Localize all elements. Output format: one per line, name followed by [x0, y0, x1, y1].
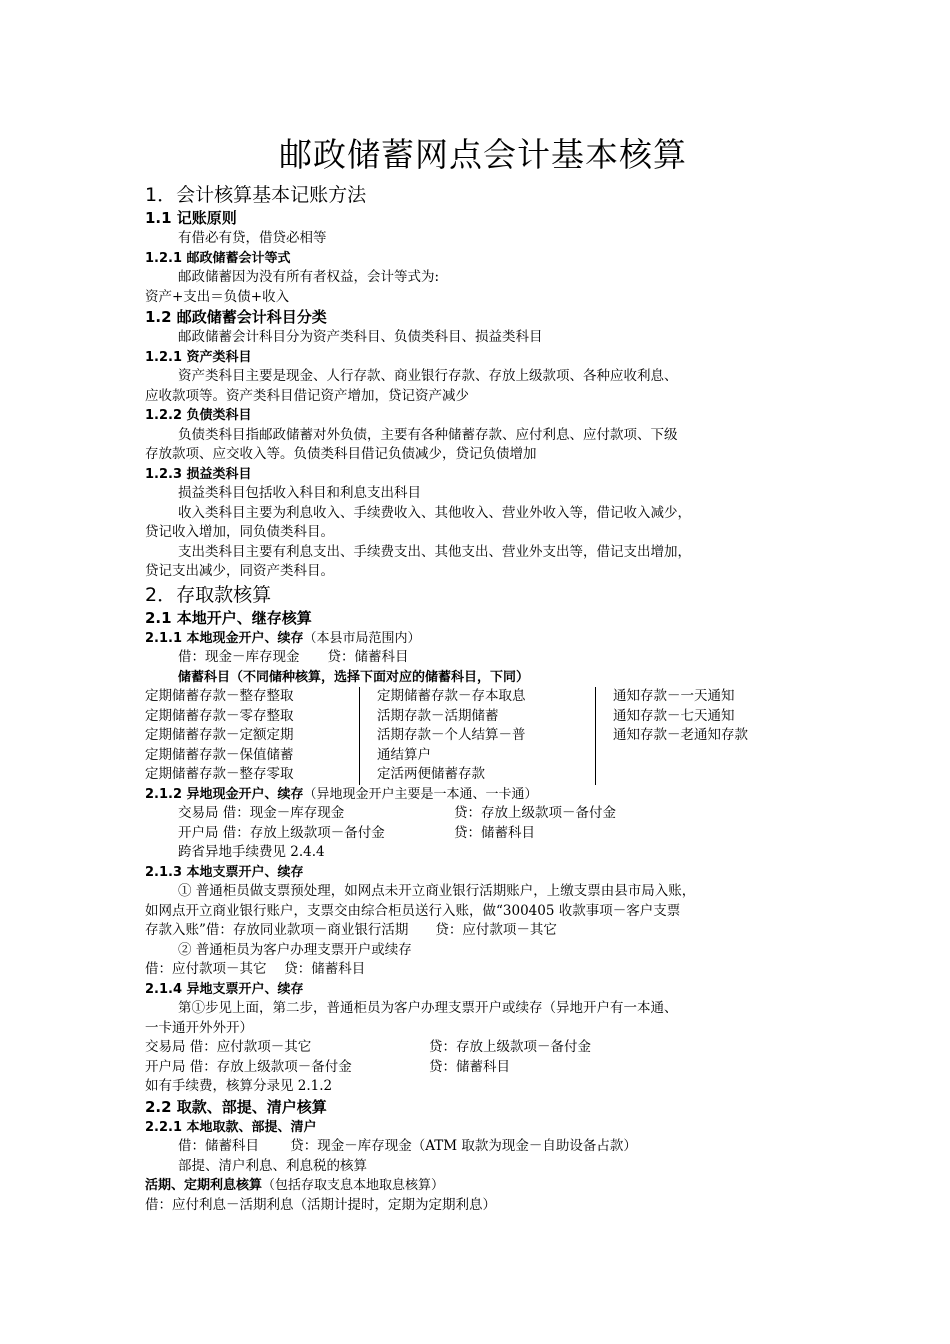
account-cell	[613, 746, 748, 766]
account-cell: 活期存款－活期储蓄	[377, 707, 499, 724]
account-cell: 通知存款－老通知存款	[613, 727, 748, 743]
entry-line	[145, 824, 821, 844]
debit-entry: 交易局 借：应付款项－其它	[145, 1039, 312, 1055]
credit-entry: 贷：储蓄科目	[429, 1058, 510, 1075]
heading-2-2: 2.2 取款、部提、清户核算	[145, 1097, 327, 1116]
account-cell: 定期储蓄存款－整存零取	[145, 766, 294, 782]
paragraph: 损益类科目包括收入科目和利息支出科目	[178, 485, 421, 501]
entry-line	[145, 1038, 821, 1058]
interest-heading	[145, 1176, 821, 1196]
heading-1-2: 1.2 邮政储蓄会计科目分类	[145, 308, 327, 326]
paragraph: 如有手续费，核算分录见 2.1.2	[145, 1078, 333, 1094]
document-title: 邮政储蓄网点会计基本核算	[279, 135, 687, 174]
paragraph: 贷记收入增加，同负债类科目。	[145, 524, 334, 540]
heading-1-2-1-assets: 1.2.1 资产类科目	[145, 349, 252, 365]
heading-1-2-2: 1.2.2 负债类科目	[145, 408, 252, 423]
paragraph: ② 普通柜员为客户办理支票开户或续存	[178, 941, 412, 958]
heading-text: 2.1.1 本地现金开户、续存	[145, 630, 304, 646]
accounts-heading: 储蓄科目（不同储种核算，选择下面对应的储蓄科目，下同）	[178, 669, 530, 685]
paragraph: 存款入账”借：存放同业款项－商业银行活期 贷：应付款项－其它	[145, 922, 557, 938]
heading-text: 活期、定期利息核算	[145, 1178, 263, 1193]
entry-line	[145, 648, 821, 668]
account-cell: 定期储蓄存款－定额定期	[145, 727, 294, 743]
section-1-heading: 1．会计核算基本记账方法	[145, 184, 367, 206]
account-cell: 定期储蓄存款－零存整取	[145, 707, 294, 724]
heading-2-2-1: 2.2.1 本地取款、部提、清户	[145, 1119, 317, 1135]
account-cell: 活期存款－个人结算－普	[377, 727, 526, 743]
account-cell: 定期储蓄存款－保值储蓄	[145, 746, 294, 763]
paragraph: 负债类科目指邮政储蓄对外负债，主要有各种储蓄存款、应付利息、应付款项、下级	[178, 426, 678, 443]
account-cell: 定期储蓄存款－整存整取	[145, 688, 294, 704]
paragraph: 邮政储蓄会计科目分为资产类科目、负债类科目、损益类科目	[178, 329, 543, 345]
debit-entry: 开户局 借：存放上级款项－备付金	[178, 824, 385, 841]
accounts-column-1	[145, 687, 360, 785]
credit-entry: 贷：储蓄科目	[327, 649, 409, 665]
heading-1-2-3: 1.2.3 损益类科目	[145, 466, 252, 482]
heading-2-1-4: 2.1.4 异地支票开户、续存	[145, 981, 304, 997]
heading-1-1: 1.1 记账原则	[145, 209, 237, 227]
entry-line	[145, 804, 821, 824]
debit-entry: 开户局 借：存放上级款项－备付金	[145, 1058, 352, 1075]
paragraph: 跨省异地手续费见 2.4.4	[178, 844, 325, 860]
paragraph: 有借必有贷，借贷必相等	[178, 230, 327, 246]
accounts-column-3	[596, 687, 748, 785]
account-cell: 定期储蓄存款－存本取息	[377, 688, 526, 704]
heading-note: （异地现金开户主要是一本通、一卡通）	[303, 786, 538, 802]
debit-entry: 借：现金－库存现金	[178, 649, 300, 665]
account-cell	[613, 765, 748, 785]
paragraph: 收入类科目主要为利息收入、手续费收入、其他收入、营业外收入等，借记收入减少，	[178, 504, 691, 521]
paragraph: 部提、清户利息、利息税的核算	[178, 1157, 367, 1174]
paragraph: 借：应付款项－其它 贷：储蓄科目	[145, 961, 366, 977]
heading-note: （本县市局范围内）	[303, 630, 421, 646]
debit-entry: 交易局 借：现金－库存现金	[178, 805, 345, 821]
section-2-heading: 2．存取款核算	[145, 583, 272, 606]
paragraph: 存放款项、应交收入等。负债类科目借记负债减少，贷记负债增加	[145, 446, 537, 462]
paragraph: 贷记支出减少，同资产类科目。	[145, 563, 334, 579]
paragraph: 如网点开立商业银行账户，支票交由综合柜员送行入账，做“300405 收款事项－客户支票	[145, 902, 681, 919]
credit-entry: 贷：存放上级款项－备付金	[454, 805, 616, 821]
paragraph: 资产+支出＝负债+收入	[145, 288, 290, 305]
paragraph: 借：应付利息－活期利息（活期计提时，定期为定期利息）	[145, 1196, 496, 1213]
account-cell: 通知存款－七天通知	[613, 707, 735, 724]
credit-entry: 贷：存放上级款项－备付金	[429, 1039, 591, 1055]
heading-2-1-1	[145, 629, 821, 649]
document-page	[145, 128, 821, 1215]
heading-1-2-1: 1.2.1 邮政储蓄会计等式	[145, 250, 291, 266]
accounts-column-2	[360, 687, 596, 785]
paragraph: 邮政储蓄因为没有所有者权益，会计等式为:	[178, 269, 440, 285]
paragraph: 第①步见上面，第二步，普通柜员为客户办理支票开户或续存（异地开户有一本通、	[178, 1000, 678, 1016]
entry-line	[145, 1058, 821, 1078]
paragraph: 一卡通开外外开）	[145, 1019, 253, 1036]
heading-2-1: 2.1 本地开户、继存核算	[145, 608, 312, 627]
account-cell: 定活两便储蓄存款	[377, 766, 485, 782]
heading-2-1-3: 2.1.3 本地支票开户、续存	[145, 864, 304, 880]
paragraph: 借：储蓄科目 贷：现金－库存现金（ATM 取款为现金－自助设备占款）	[178, 1138, 637, 1154]
credit-entry: 贷：储蓄科目	[454, 824, 535, 841]
heading-text: 2.1.2 异地现金开户、续存	[145, 786, 304, 802]
account-cell: 通结算户	[377, 746, 431, 763]
paragraph: 支出类科目主要有利息支出、手续费支出、其他支出、营业外支出等，借记支出增加，	[178, 543, 691, 560]
account-cell: 通知存款－一天通知	[613, 688, 735, 704]
paragraph: ① 普通柜员做支票预处理，如网点未开立商业银行活期账户，上缴支票由县市局入账，	[178, 883, 696, 899]
paragraph: 应收款项等。资产类科目借记资产增加，贷记资产减少	[145, 387, 469, 404]
accounts-table	[145, 687, 821, 785]
paragraph: 资产类科目主要是现金、人行存款、商业银行存款、存放上级款项、各种应收利息、	[178, 368, 678, 384]
heading-2-1-2	[145, 785, 821, 805]
heading-note: （包括存取支息本地取息核算）	[262, 1178, 445, 1193]
